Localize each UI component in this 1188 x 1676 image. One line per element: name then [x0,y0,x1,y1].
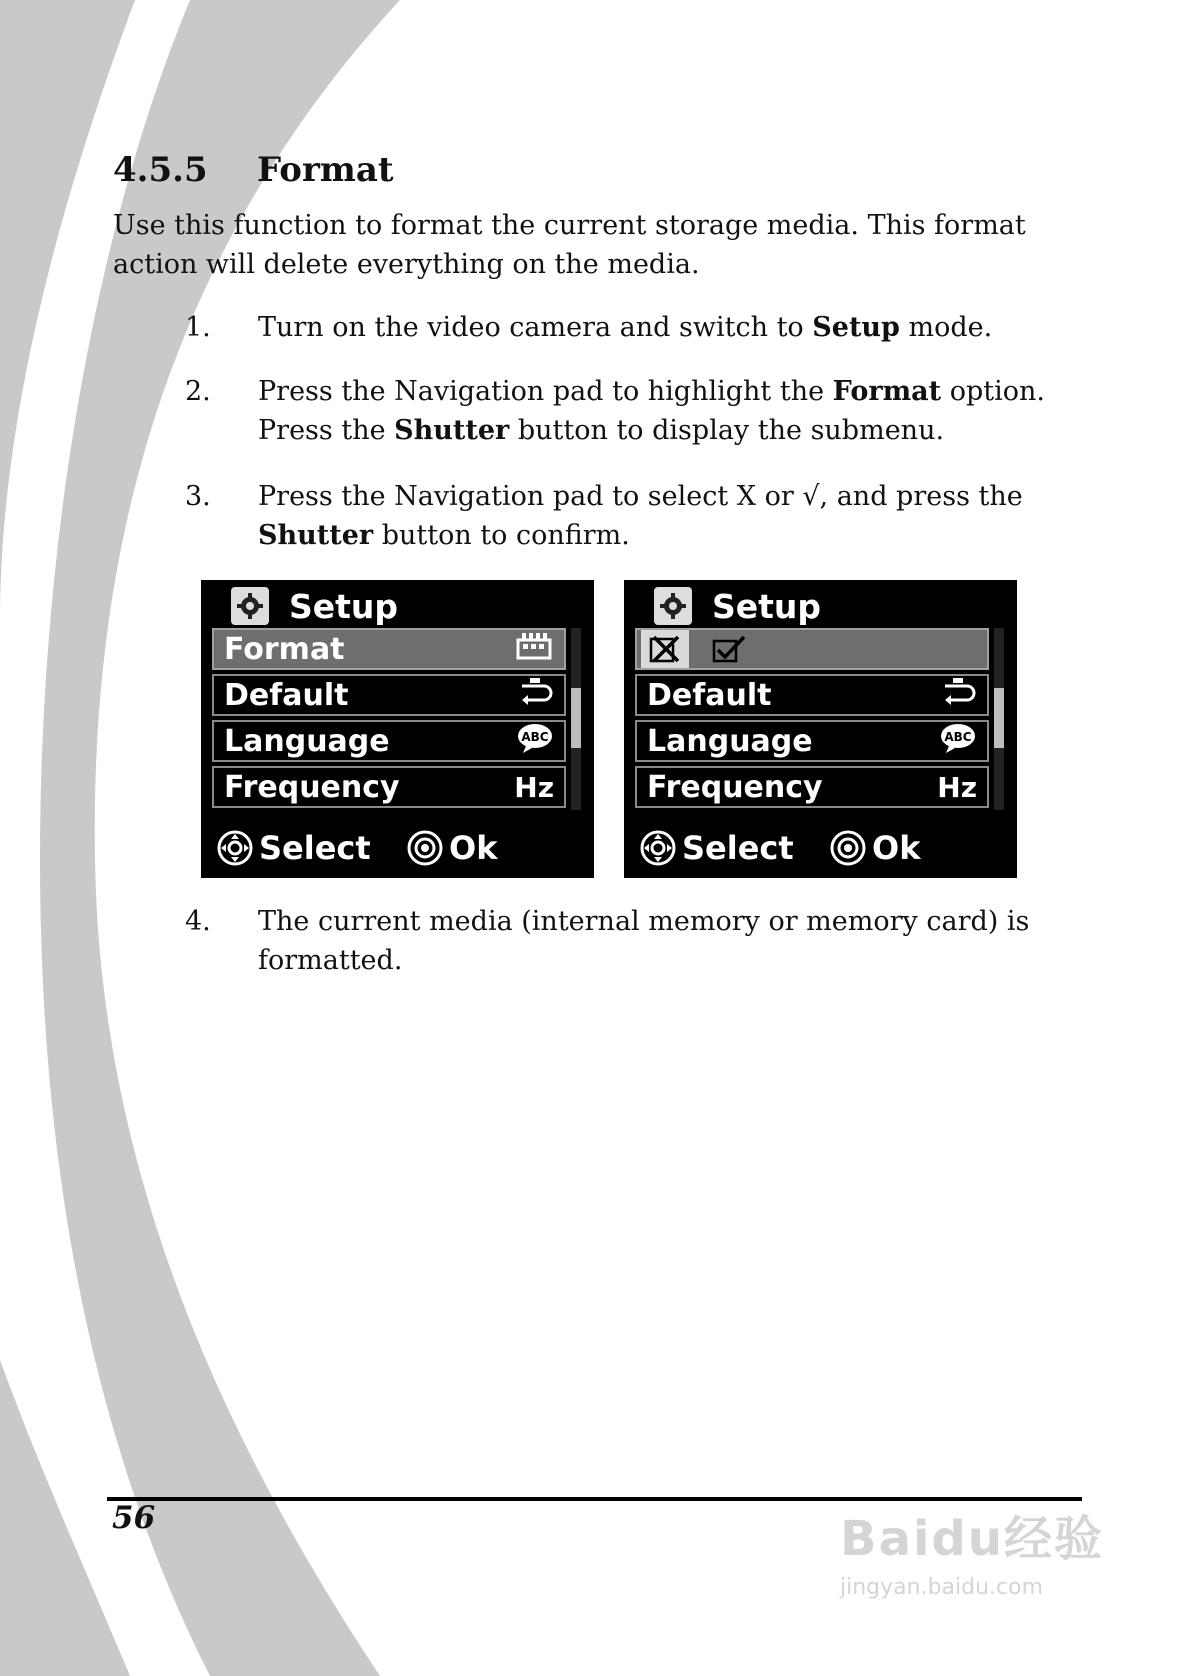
menu-scrollbar[interactable] [571,628,581,810]
page-number: 56 [112,1500,156,1536]
menu-item-language[interactable]: Language ABC [212,720,566,762]
language-icon [516,722,554,761]
step-number: 4. [185,906,211,937]
menu-item-default[interactable]: Default [635,674,989,716]
step-number: 3. [185,481,211,512]
language-icon [939,722,977,761]
step-text: Turn on the video camera and switch to Setup mode. [258,312,993,343]
format-icon [514,630,554,669]
menu-item-frequency[interactable]: Frequency Hz [635,766,989,808]
check-box-icon [711,633,747,665]
watermark-brand: Baidu经验 [840,1511,1104,1567]
step-text: Press the Navigation pad to select X or √, and press the Shutter button to confirm. [258,481,1023,551]
navigation-pad-icon [215,828,255,868]
select-hint: Select [215,828,371,868]
menu-item-frequency[interactable]: Frequency Hz [212,766,566,808]
menu-item-format[interactable]: Format [212,628,566,670]
ok-hint: Ok [828,828,920,868]
section-heading [113,150,394,190]
step-number: 2. [185,376,211,407]
screen-title [654,586,821,626]
navigation-pad-icon [638,828,678,868]
camera-screen-setup-menu [201,580,594,878]
scrollbar-thumb[interactable] [571,688,581,748]
menu-item-default[interactable]: Default [212,674,566,716]
setup-menu [635,628,989,812]
screen-title [231,586,398,626]
camera-screen-format-submenu [624,580,1017,878]
screen-title-text: Setup [712,586,822,626]
shutter-button-icon [405,828,445,868]
reset-icon [939,676,977,715]
menu-scrollbar[interactable] [994,628,1004,810]
section-number: 4.5.5 [113,150,208,190]
step-text: The current media (internal memory or memory card) is formatted. [258,906,1030,976]
screen-title-text: Setup [289,586,399,626]
confirm-option[interactable] [705,630,753,668]
ok-hint: Ok [405,828,497,868]
cancel-option[interactable] [641,630,689,668]
cross-box-icon [648,633,682,665]
gear-icon [231,587,269,625]
hz-label: Hz [937,770,977,804]
baidu-watermark [840,1500,1104,1600]
menu-item-language[interactable]: Language ABC [635,720,989,762]
section-title: Format [257,150,394,190]
watermark-url: jingyan.baidu.com [840,1575,1044,1600]
reset-icon [516,676,554,715]
scrollbar-thumb[interactable] [994,688,1004,748]
svg-text:ABC: ABC [521,729,549,744]
step-text: Press the Navigation pad to highlight the Format option. Press the Shutter button to display the submenu. [258,376,1045,446]
step-number: 1. [185,312,211,343]
format-confirm-row[interactable] [635,628,989,670]
gear-icon [654,587,692,625]
intro-paragraph: Use this function to format the current storage media. This format action will delete everything on the media. [113,210,1026,280]
shutter-button-icon [828,828,868,868]
svg-text:ABC: ABC [944,729,972,744]
select-hint: Select [638,828,794,868]
setup-menu [212,628,566,812]
hz-label: Hz [514,770,554,804]
